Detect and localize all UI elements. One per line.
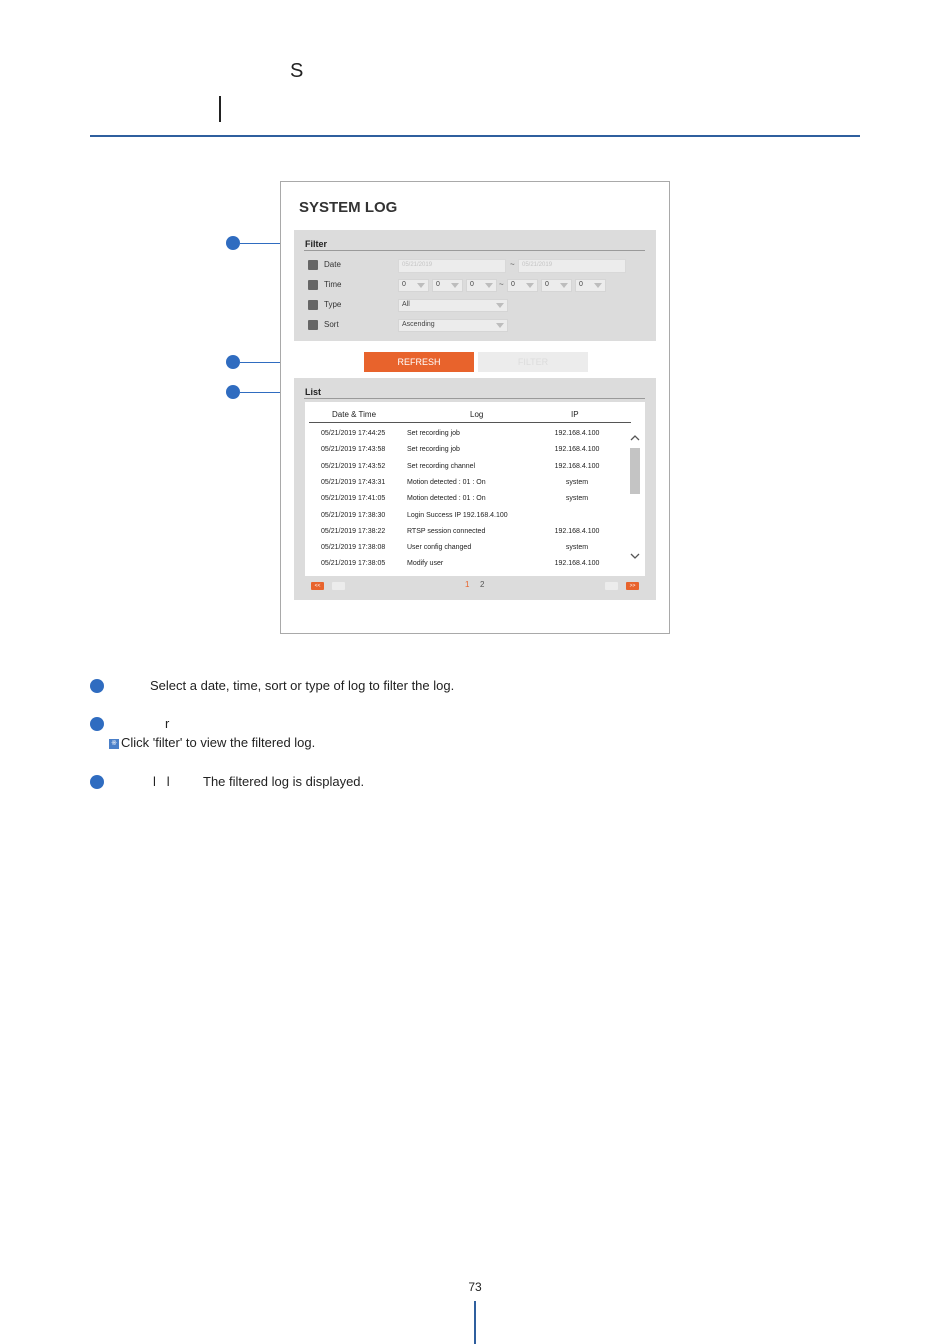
row-log-cell: Set recording job bbox=[407, 430, 460, 437]
filter-row-sort bbox=[308, 320, 339, 330]
desc-dot-2 bbox=[90, 717, 104, 731]
time-range-sep: ~ bbox=[499, 280, 504, 289]
list-rule bbox=[304, 398, 645, 399]
time-sec-from-value: 0 bbox=[470, 281, 474, 288]
chevron-down-icon bbox=[526, 283, 534, 288]
row-log-cell: Login Success IP 192.168.4.100 bbox=[407, 511, 508, 519]
chevron-down-icon bbox=[485, 283, 493, 288]
callout-dot-3 bbox=[226, 385, 240, 399]
date-range-sep: ~ bbox=[510, 260, 515, 269]
row-log-cell: Set recording channel bbox=[407, 462, 476, 470]
log-table bbox=[305, 402, 645, 576]
sort-label: Sort bbox=[324, 320, 339, 330]
chevron-down-icon bbox=[496, 323, 504, 328]
time-sec-to-value: 0 bbox=[579, 281, 583, 288]
time-sec-to-select[interactable] bbox=[575, 279, 606, 292]
row-ip-cell: system bbox=[565, 544, 589, 552]
system-log-title: SYSTEM LOG bbox=[299, 199, 398, 216]
scroll-up-icon[interactable] bbox=[630, 434, 640, 442]
desc-dot-1 bbox=[90, 679, 104, 693]
header-rule bbox=[309, 422, 631, 423]
filter-button[interactable]: FILTER bbox=[478, 352, 588, 372]
filter-row-time bbox=[308, 280, 341, 290]
type-select[interactable] bbox=[398, 299, 508, 312]
row-datetime-cell: 05/21/2019 17:43:52 bbox=[321, 462, 386, 470]
filter-row-date bbox=[308, 260, 341, 270]
system-log-screenshot bbox=[280, 181, 670, 634]
time-hour-to-value: 0 bbox=[511, 281, 515, 288]
date-checkbox[interactable] bbox=[308, 260, 318, 270]
time-hour-from-value: 0 bbox=[402, 281, 406, 288]
page-current[interactable]: 1 bbox=[465, 580, 470, 589]
list-section bbox=[294, 378, 656, 600]
scroll-thumb[interactable] bbox=[630, 448, 640, 494]
page-prev-button[interactable]: < bbox=[332, 582, 345, 590]
page-2-link[interactable]: 2 bbox=[480, 580, 485, 589]
sort-select[interactable] bbox=[398, 319, 508, 332]
time-label: Time bbox=[324, 280, 342, 290]
chevron-down-icon bbox=[560, 283, 568, 288]
type-value: All bbox=[402, 301, 410, 308]
header-rule bbox=[90, 135, 860, 137]
page-last-button[interactable]: >> bbox=[626, 582, 639, 590]
row-datetime-cell: 05/21/2019 17:43:58 bbox=[321, 446, 386, 454]
time-min-from-value: 0 bbox=[436, 281, 440, 288]
row-datetime-cell: 05/21/2019 17:38:08 bbox=[321, 544, 386, 552]
row-log-cell: Motion detected : 01 : On bbox=[407, 478, 486, 486]
time-hour-to-select[interactable] bbox=[507, 279, 538, 292]
section-title-letter: S bbox=[290, 60, 304, 82]
type-label: Type bbox=[324, 300, 342, 310]
row-datetime-cell: 05/21/2019 17:38:22 bbox=[321, 527, 386, 535]
col-header-ip: IP bbox=[571, 410, 579, 419]
callout-dot-1 bbox=[226, 236, 240, 250]
row-log-cell: RTSP session connected bbox=[407, 527, 486, 535]
callout-dot-2 bbox=[226, 355, 240, 369]
title-bar-mark bbox=[219, 96, 221, 122]
time-checkbox[interactable] bbox=[308, 280, 318, 290]
filter-label: Filter bbox=[305, 239, 328, 249]
desc-dot-3 bbox=[90, 775, 104, 789]
date-to-input[interactable]: 05/21/2019 bbox=[518, 259, 626, 273]
note-icon: ※ bbox=[109, 739, 119, 749]
row-datetime-cell: 05/21/2019 17:38:05 bbox=[321, 560, 386, 568]
type-checkbox[interactable] bbox=[308, 300, 318, 310]
row-datetime-cell: 05/21/2019 17:44:25 bbox=[321, 430, 386, 437]
time-min-to-value: 0 bbox=[545, 281, 549, 288]
footer-line bbox=[474, 1301, 476, 1344]
chevron-down-icon bbox=[417, 283, 425, 288]
col-header-datetime: Date & Time bbox=[332, 410, 377, 419]
row-ip-cell: system bbox=[565, 478, 589, 486]
page-first-button[interactable]: << bbox=[311, 582, 324, 590]
desc-2-note: Click 'filter' to view the filtered log. bbox=[121, 735, 316, 750]
row-ip-cell: system bbox=[565, 495, 589, 503]
sort-checkbox[interactable] bbox=[308, 320, 318, 330]
page-number: 73 bbox=[468, 1280, 482, 1294]
chevron-down-icon bbox=[496, 303, 504, 308]
desc-3-fragment: l l bbox=[153, 774, 170, 789]
date-from-input[interactable]: 05/21/2019 bbox=[398, 259, 506, 273]
row-log-cell: Set recording job bbox=[407, 446, 460, 454]
filter-rule bbox=[304, 250, 645, 251]
col-header-log: Log bbox=[470, 410, 484, 419]
filter-row-type bbox=[308, 300, 341, 310]
row-ip-cell: 192.168.4.100 bbox=[554, 462, 600, 470]
time-min-to-select[interactable] bbox=[541, 279, 572, 292]
row-log-cell: User config changed bbox=[407, 544, 472, 552]
chevron-down-icon bbox=[594, 283, 602, 288]
row-ip-cell: 192.168.4.100 bbox=[554, 430, 600, 437]
time-min-from-select[interactable] bbox=[432, 279, 463, 292]
date-label: Date bbox=[324, 260, 341, 270]
desc-3-text: The filtered log is displayed. bbox=[203, 774, 365, 789]
row-datetime-cell: 05/21/2019 17:38:30 bbox=[321, 511, 386, 519]
time-sec-from-select[interactable] bbox=[466, 279, 497, 292]
list-label: List bbox=[305, 387, 322, 397]
chevron-down-icon bbox=[451, 283, 459, 288]
time-hour-from-select[interactable] bbox=[398, 279, 429, 292]
desc-2-fragment: r bbox=[165, 716, 170, 731]
row-ip-cell: 192.168.4.100 bbox=[554, 560, 600, 568]
desc-1-text: Select a date, time, sort or type of log to filter the log. bbox=[150, 678, 455, 693]
row-log-cell: Motion detected : 01 : On bbox=[407, 495, 486, 503]
row-datetime-cell: 05/21/2019 17:41:05 bbox=[321, 495, 386, 503]
filter-section bbox=[294, 230, 656, 341]
scrollbar[interactable] bbox=[629, 424, 641, 572]
scroll-down-icon[interactable] bbox=[630, 552, 640, 560]
row-log-cell: Modify user bbox=[407, 560, 444, 568]
sort-value: Ascending bbox=[402, 321, 435, 328]
refresh-button[interactable]: REFRESH bbox=[364, 352, 474, 372]
row-ip-cell: 192.168.4.100 bbox=[554, 446, 600, 454]
row-ip-cell: 192.168.4.100 bbox=[554, 527, 600, 535]
row-datetime-cell: 05/21/2019 17:43:31 bbox=[321, 478, 386, 486]
page-next-button[interactable]: > bbox=[605, 582, 618, 590]
